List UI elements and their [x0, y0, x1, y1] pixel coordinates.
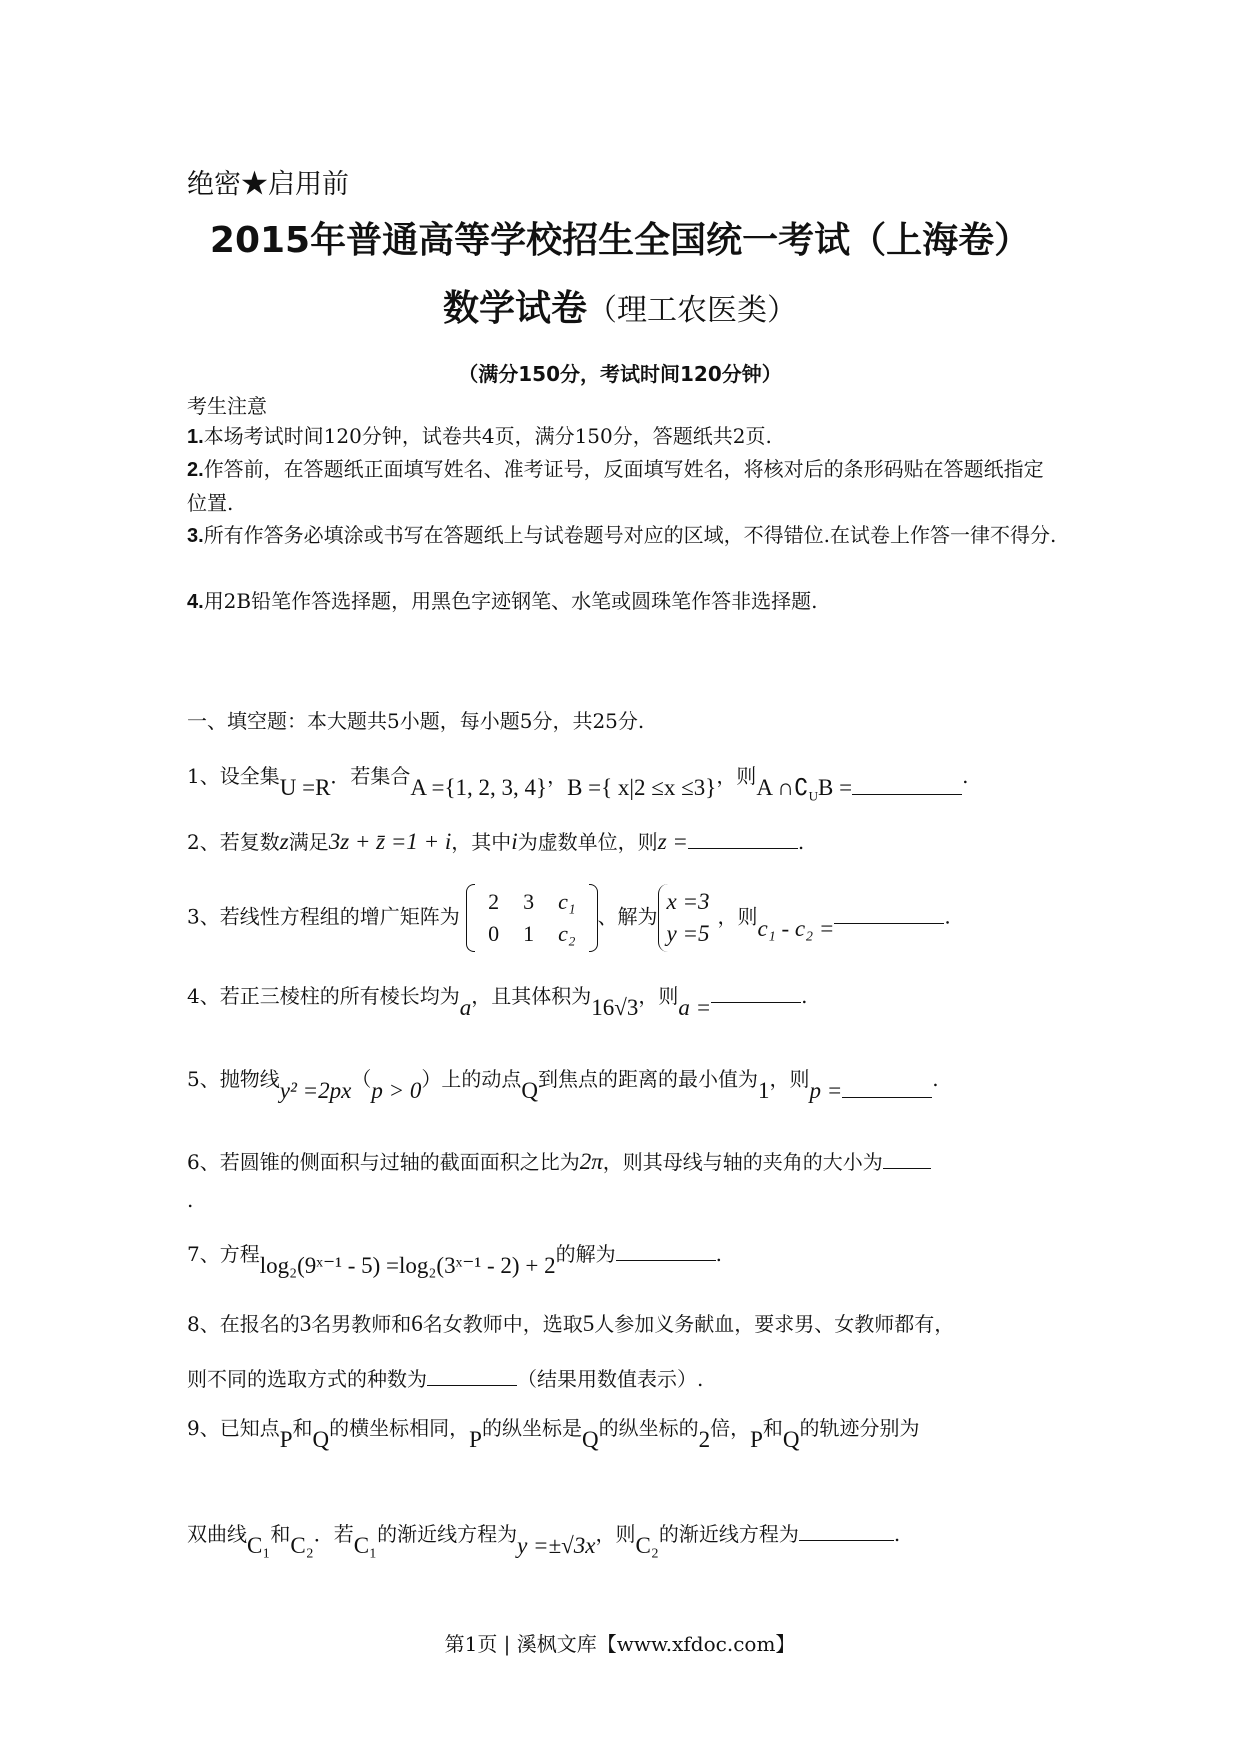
question-text: 的轨迹分别为 — [799, 1416, 920, 1440]
question-text: 、解为 — [597, 904, 658, 929]
math-expr: a — [459, 995, 472, 1020]
math-expr: Q — [581, 1427, 599, 1452]
math-expr: P — [279, 1427, 293, 1452]
paper-title-sub: （理工农医类） — [587, 293, 797, 328]
math-expr: a = — [678, 995, 712, 1020]
answer-blank[interactable] — [799, 1520, 894, 1541]
question-text: 的解为 — [555, 1242, 616, 1266]
math-expr: 5 — [582, 1311, 595, 1336]
notice-item-3 — [187, 519, 1057, 553]
notice-text: 作答前，在答题纸正面填写姓名、准考证号，反面填写姓名，将核对后的条形码贴在答题纸指定位置. — [187, 457, 1044, 515]
math-expr: 2π — [579, 1149, 603, 1174]
matrix-cell: c₁ — [558, 889, 576, 914]
question-text: 双曲线 — [187, 1522, 247, 1546]
notice-num: 1. — [187, 426, 204, 448]
question-text: ，则 — [638, 984, 679, 1008]
question-text: 为虚数单位，则 — [517, 830, 658, 854]
question-end: . — [962, 764, 969, 788]
math-expr: U =R — [279, 775, 331, 800]
question-text: 的纵坐标是 — [481, 1416, 582, 1440]
question-text: ．若 — [313, 1522, 354, 1546]
question-text: ， — [547, 764, 568, 788]
math-expr: Q — [312, 1427, 330, 1452]
math-expr: Q — [521, 1078, 538, 1103]
math-subscript: U — [808, 788, 819, 804]
math-expr: 3 — [299, 1311, 312, 1336]
notice-text: 本场考试时间120分钟，试卷共4页，满分150分，答题纸共2页. — [203, 424, 772, 448]
question-1 — [187, 760, 969, 804]
question-text: （ — [351, 1067, 372, 1091]
question-text: ，则其母线与轴的夹角的大小为 — [602, 1150, 883, 1174]
question-text: ，则 — [716, 764, 757, 788]
matrix-cell: 1 — [523, 921, 535, 946]
question-text: 和 — [762, 1416, 783, 1440]
question-text: 若复数 — [219, 830, 280, 854]
paper-title — [0, 280, 1240, 331]
question-text: 名男教师和 — [311, 1312, 412, 1336]
question-text: 已知点 — [219, 1416, 280, 1440]
system-line: y =5 — [666, 921, 710, 946]
math-expr: 3z + z̄ =1 + i — [328, 829, 452, 854]
math-expr — [756, 775, 853, 804]
math-expr: y =±√3x — [517, 1533, 596, 1558]
answer-blank[interactable] — [427, 1365, 517, 1386]
exam-title: 2015年普通高等学校招生全国统一考试（上海卷） — [209, 220, 1031, 261]
question-number: 7、 — [187, 1242, 220, 1266]
question-text: 若圆锥的侧面积与过轴的截面面积之比为 — [219, 1150, 580, 1174]
question-text: 的横坐标相同， — [329, 1416, 470, 1440]
question-text: 在报名的 — [219, 1312, 300, 1336]
question-9-line2 — [187, 1518, 901, 1558]
math-expr: Q — [782, 1427, 800, 1452]
math-expr: z — [279, 829, 289, 854]
question-2 — [187, 826, 804, 855]
question-text: 的纵坐标的 — [598, 1416, 699, 1440]
left-paren — [466, 884, 475, 952]
question-number: 1、 — [187, 764, 220, 788]
math-expr: 16√3 — [591, 995, 639, 1020]
math-expr: y² =2px — [279, 1078, 352, 1103]
matrix-row — [476, 918, 587, 950]
math-expr: 2 — [698, 1427, 711, 1452]
math-expr: C₂ — [635, 1533, 659, 1558]
question-7 — [187, 1238, 722, 1278]
notice-num: 2. — [187, 459, 204, 481]
page-footer: 第1页 | 溪枫文库【www.xfdoc.com】 — [444, 1632, 796, 1656]
answer-blank[interactable] — [688, 828, 798, 849]
question-end: . — [797, 830, 805, 854]
matrix-row — [476, 886, 587, 918]
notice-text: 用2B铅笔作答选择题，用黑色字迹钢笔、水笔或圆珠笔作答非选择题. — [203, 589, 818, 613]
notice-text: 所有作答务必填涂或书写在答题纸上与试卷题号对应的区域，不得错位.在试卷上作答一律不得分. — [203, 523, 1057, 547]
question-number: 6、 — [187, 1150, 220, 1174]
question-end: . — [932, 1067, 939, 1091]
question-text: 和 — [270, 1522, 291, 1546]
math-expr: c₁ - c₂ = — [757, 915, 835, 941]
question-text: ，且其体积为 — [471, 984, 592, 1008]
question-number: 3、 — [187, 904, 220, 929]
answer-blank[interactable] — [834, 903, 944, 924]
system-line: x =3 — [666, 889, 710, 914]
math-expr: C₁ — [247, 1533, 271, 1558]
matrix-cell: 2 — [488, 889, 500, 914]
matrix-cell: 0 — [488, 921, 500, 946]
math-expr: B ={ x|2 ≤x ≤3} — [567, 775, 717, 800]
question-text: 设全集 — [219, 764, 280, 788]
notice-item-1 — [187, 420, 1057, 454]
math-expr: p > 0 — [371, 1078, 422, 1103]
confidential-label: 绝密★启用前 — [187, 169, 349, 200]
question-3 — [187, 884, 951, 952]
question-end: . — [715, 1242, 722, 1266]
score-line: （满分150分，考试时间120分钟） — [458, 362, 782, 386]
question-text: ．若集合 — [330, 764, 411, 788]
question-text: ，则 — [595, 1522, 636, 1546]
question-number: 4、 — [187, 984, 220, 1008]
question-text: 倍， — [710, 1416, 751, 1440]
math-expr: z = — [657, 829, 688, 854]
question-text: 抛物线 — [219, 1067, 280, 1091]
math-expr: log₂(9ˣ⁻¹ - 5) =log₂(3ˣ⁻¹ - 2) + 2 — [259, 1253, 556, 1278]
question-text: ，其中 — [451, 830, 512, 854]
notice-item-2 — [187, 453, 1057, 520]
math-expr: C₂ — [290, 1533, 314, 1558]
answer-blank[interactable] — [842, 1077, 932, 1098]
question-number: 8、 — [187, 1312, 220, 1336]
question-5 — [187, 1063, 939, 1103]
question-end: . — [944, 904, 951, 929]
notice-num: 3. — [187, 525, 204, 547]
question-text: 的渐近线方程为 — [377, 1522, 518, 1546]
right-paren — [589, 884, 598, 952]
answer-blank[interactable] — [883, 1148, 931, 1169]
question-6 — [187, 1146, 931, 1175]
math-expr: C₁ — [353, 1533, 378, 1558]
notice-heading: 考生注意 — [187, 394, 267, 418]
question-number: 9、 — [187, 1416, 220, 1440]
notice-item-4 — [187, 585, 1057, 619]
question-9 — [187, 1412, 920, 1452]
math-expr: P — [750, 1427, 763, 1452]
question-8-line2 — [187, 1363, 703, 1392]
question-text: 名女教师中，选取 — [422, 1312, 583, 1336]
question-text: 若正三棱柱的所有棱长均为 — [219, 984, 460, 1008]
question-text: ）上的动点 — [421, 1067, 522, 1091]
question-text: 的渐近线方程为 — [658, 1522, 799, 1546]
question-end: . — [893, 1522, 901, 1546]
math-part: A ∩∁ — [756, 775, 809, 800]
matrix-table — [476, 886, 587, 950]
question-text: ，则 — [769, 1067, 810, 1091]
question-end: . — [801, 984, 808, 1008]
question-text: 和 — [292, 1416, 313, 1440]
math-expr: 1 — [757, 1078, 770, 1103]
question-text: 方程 — [219, 1242, 260, 1266]
matrix-cell: 3 — [523, 889, 535, 914]
question-text: 满足 — [288, 830, 329, 854]
question-6-end: . — [187, 1188, 194, 1212]
question-text: （结果用数值表示）. — [517, 1367, 704, 1391]
solution-system — [658, 884, 718, 952]
question-text: 到焦点的距离的最小值为 — [537, 1067, 758, 1091]
math-expr: P — [469, 1427, 482, 1452]
answer-blank[interactable] — [616, 1240, 716, 1261]
notice-num: 4. — [187, 591, 204, 613]
question-4 — [187, 980, 808, 1020]
paper-title-main: 数学试卷 — [442, 288, 587, 329]
answer-blank[interactable] — [852, 774, 962, 795]
math-expr: A ={1, 2, 3, 4} — [410, 775, 548, 800]
question-text: ，则 — [717, 904, 758, 929]
math-expr: 6 — [411, 1311, 423, 1336]
math-expr: p = — [809, 1078, 843, 1103]
question-8 — [187, 1308, 954, 1337]
question-text: 人参加义务献血，要求男、女教师都有， — [594, 1312, 955, 1336]
answer-blank[interactable] — [711, 982, 801, 1003]
question-number: 5、 — [187, 1067, 220, 1091]
math-expr: i — [511, 829, 518, 854]
math-part: B = — [818, 775, 853, 800]
augmented-matrix — [466, 886, 597, 950]
question-number: 2、 — [187, 830, 220, 854]
matrix-cell: c₂ — [558, 921, 576, 946]
question-text: 则不同的选取方式的种数为 — [187, 1367, 427, 1391]
section-title: 一、填空题：本大题共5小题，每小题5分，共25分. — [187, 709, 645, 733]
question-text: 若线性方程组的增广矩阵为 — [219, 904, 460, 929]
